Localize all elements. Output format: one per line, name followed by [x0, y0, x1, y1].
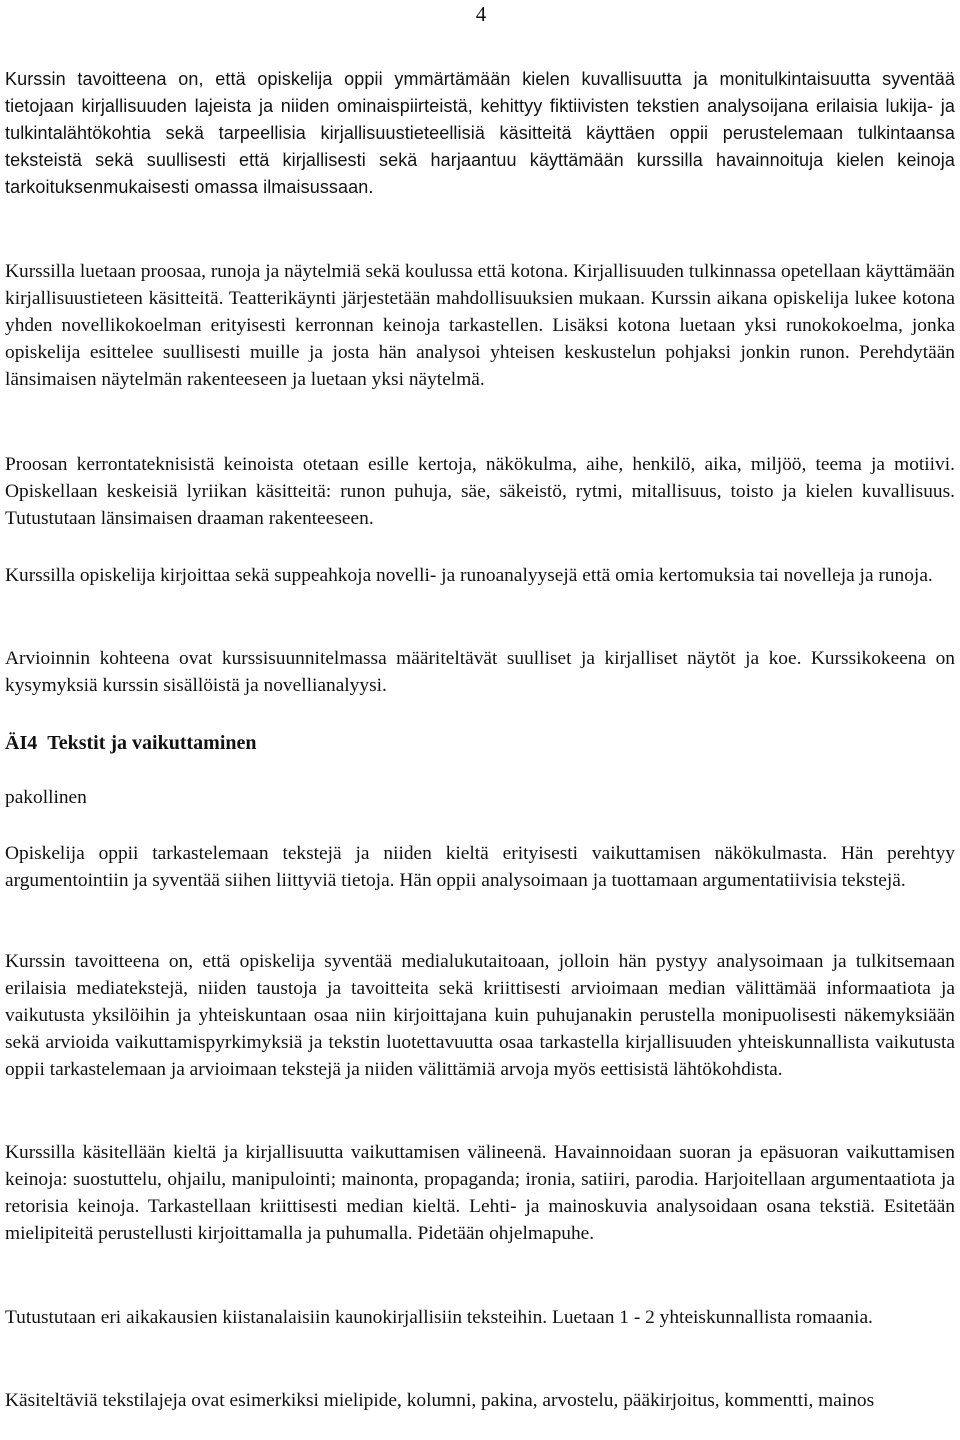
paragraph-reading: Kurssilla luetaan proosaa, runoja ja näytelmiä sekä koulussa että kotona. Kirjallisuuden tulkinnassa opetellaan käyttämään kirjallisuustieteen käsitteitä. Teatterikäynti järjestetään mahdollisuuksien mukaan. Kurssin aikana opiskelija lukee kotona yhden novellikokoelman erityisesti kerronnan keinoja tarkastellen. Lisäksi kotona luetaan yksi runokokoelma, jonka opiskelija esittelee suullisesti muille ja josta hän analysoi yhteisen keskustelun pohjaksi jonkin runon. Perehdytään länsimaisen näytelmän rakenteeseen ja luetaan yksi näytelmä.: [5, 261, 955, 390]
paragraph-course-content: Kurssilla käsitellään kieltä ja kirjallisuutta vaikuttamisen välineenä. Havainnoidaan suoran ja epäsuoran vaikuttamisen keinoja: suostuttelu, ohjailu, manipulointi; mainonta, propaganda; ironia, satiiri, parodia. Harjoitellaan argumentaatiota ja retorisia keinoja. Tarkastellaan kriittisesti median kieltä. Lehti- ja mainoskuvia analysoidaan osana tekstiä. Esitetään mielipiteitä perustellusti kirjoittamalla ja puhumalla. Pidetään ohjelmapuhe.: [5, 1142, 955, 1244]
course-heading: [5, 727, 257, 759]
paragraph-narrative-techniques: Proosan kerrontateknisistä keinoista otetaan esille kertoja, näkökulma, aihe, henkilö, aika, miljöö, teema ja motiivi. Opiskellaan keskeisiä lyriikan käsitteitä: runon puhuja, säe, säkeistö, rytmi, mitallisuus, toisto ja kielen kuvallisuus. Tutustutaan länsimaisen draaman rakenteeseen.: [5, 454, 955, 529]
paragraph-course-goals: Kurssin tavoitteena on, että opiskelija syventää medialukutaitoaan, jolloin hän pystyy analysoimaan ja tulkitsemaan erilaisia mediatekstejä, niiden taustoja ja tavoitteita sekä kriittisesti arvioimaan median välittämää informaatiota ja vaikutusta yksilöihin ja yhteiskuntaan osaa niin kirjoittajana kuin puhujanakin perustella monipuolisesti näkemyksiään sekä arvioida vaikuttamispyrkimyksiä ja tekstin luotettavuutta osaa tarkastella kirjallisuuden yhteiskunnallista vaikutusta oppii tarkastelemaan ja arvioimaan tekstejä ja niiden välittämiä arvoja myös eettisistä lähtökohdista.: [5, 951, 955, 1080]
course-title: Tekstit ja vaikuttaminen: [47, 732, 257, 754]
paragraph-assessment: Arvioinnin kohteena ovat kurssisuunnitelmassa määriteltävät suulliset ja kirjalliset näytöt ja koe. Kurssikokeena on kysymyksiä kurssin sisällöistä ja novellianalyysi.: [5, 648, 955, 696]
course-goals-intro: Kurssin tavoitteena on, että opiskelija oppii ymmärtämään kielen kuvallisuutta ja monitulkintaisuutta syventää tietojaan kirjallisuuden lajeista ja niiden ominaispiirteistä, kehittyy fiktiivisten tekstien analysoijana erilaisia lukija- ja tulkintalähtökohtia sekä tarpeellisia kirjallisuustieteellisiä käsitteitä käyttäen oppii perustelemaan tulkintaansa teksteistä sekä suullisesti että kirjallisesti sekä harjaantuu käyttämään kurssilla havainnoituja kielen keinoja tarkoituksenmukaisesti omassa ilmaisussaan.: [5, 69, 955, 197]
course-status: pakollinen: [5, 787, 87, 808]
page-number: 4: [475, 2, 487, 26]
course-code: ÄI4: [5, 732, 38, 754]
paragraph-text-genres: Käsiteltäviä tekstilajeja ovat esimerkiksi mielipide, kolumni, pakina, arvostelu, pääkirjoitus, kommentti, mainos: [5, 1390, 875, 1411]
paragraph-course-overview: Opiskelija oppii tarkastelemaan tekstejä ja niiden kieltä erityisesti vaikuttamisen näkökulmasta. Hän perehtyy argumentointiin ja syventää siihen liittyviä tietoja. Hän oppii analysoimaan ja tuottamaan argumentatiivisia tekstejä.: [5, 843, 955, 891]
paragraph-writing: Kurssilla opiskelija kirjoittaa sekä suppeahkoja novelli- ja runoanalyysejä että omia kertomuksia tai novelleja ja runoja.: [5, 565, 933, 586]
paragraph-novels: Tutustutaan eri aikakausien kiistanalaisiin kaunokirjallisiin teksteihin. Luetaan 1 - 2 yhteiskunnallista romaania.: [5, 1307, 873, 1328]
